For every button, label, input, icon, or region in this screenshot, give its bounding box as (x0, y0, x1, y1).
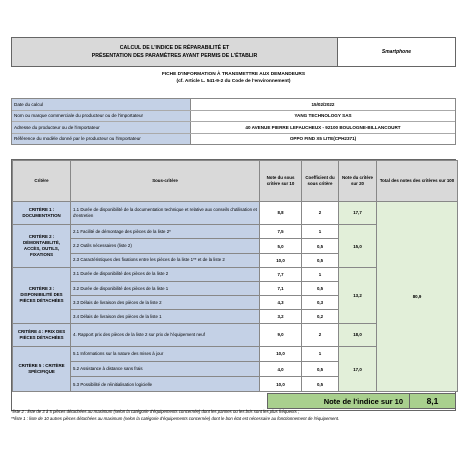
info-value: YANG TECHNOLOGY SAS (294, 113, 352, 119)
subcriterion-label: 1.1 Durée de disponibilité de la documentation technique et relative aux conseils d'utilisation et d'entretien (71, 201, 260, 225)
subcriterion-note: 9,0 (260, 324, 302, 347)
footnote-liste2: *liste 2 : liste de 3 à 5 pièces détachées au maximum (selon la catégorie d'équipements concernée) dont les pannes ou les bris sont les plus fréquents ; (11, 409, 300, 414)
info-row (12, 111, 455, 123)
header-title (12, 38, 338, 66)
info-row (12, 122, 455, 134)
subcriterion-label: 4. Rapport prix des pièces de la liste 2 sur prix de l'équipement neuf (71, 324, 260, 347)
fiche-line1: FICHE D'INFORMATION À TRANSMETTRE AUX DEMANDEURS (161, 72, 306, 77)
info-label: Nom ou marque commerciale du producteur ou de l'importateur (12, 111, 191, 122)
subcriterion-label: 2.1 Facilité de démontage des pièces de la liste 2* (71, 225, 260, 239)
fiche-title (11, 71, 456, 85)
subcriterion-note: 4,0 (260, 361, 302, 376)
subcriterion-label: 5.2 Assistance à distance sans frais (71, 361, 260, 376)
criterion-note20: 17,0 (339, 346, 377, 392)
criteria-table (11, 159, 456, 411)
info-value: 40 AVENUE PIERRE LEFAUCHEUX - 92100 BOULOGNE-BILLANCOURT (245, 124, 401, 130)
subcriterion-coef: 0,5 (302, 361, 339, 376)
spacer-cell (71, 392, 260, 410)
criterion-name: CRITÈRE 4 : PRIX DES PIÈCES DÉTACHÉES (13, 324, 71, 347)
header-title-line1: CALCUL DE L'INDICE DE RÉPARABILITÉ ET (119, 45, 230, 51)
criterion-note20: 18,0 (339, 324, 377, 347)
subcriterion-coef: 0,5 (302, 377, 339, 392)
subcriterion-label: 2.2 Outils nécessaires (liste 2) (71, 239, 260, 253)
subcriterion-label: 3.4 Délais de livraison des pièces de la liste 1 (71, 310, 260, 324)
subcriterion-label: 3.3 Délais de livraison des pièces de la liste 2 (71, 295, 260, 309)
col-header-coef: Coefficient du sous critère (302, 161, 339, 202)
subcriterion-label: 3.2 Durée de disponibilité des pièces de la liste 1 (71, 281, 260, 295)
spacer-cell (13, 392, 71, 410)
footnotes (11, 409, 456, 422)
criterion-name: CRITÈRE 3 : DISPONIBILITÉ DES PIÈCES DÉTACHÉES (13, 267, 71, 323)
subcriterion-coef: 0,5 (302, 239, 339, 253)
header-box (11, 37, 456, 67)
subcriterion-coef: 0,5 (302, 281, 339, 295)
subcriterion-note: 4,3 (260, 295, 302, 309)
subcriterion-note: 10,0 (260, 377, 302, 392)
criterion-note20: 15,0 (339, 225, 377, 267)
info-row (12, 134, 455, 145)
info-label: Adresse du producteur ou de l'importateur (12, 122, 191, 133)
subcriterion-note: 10,0 (260, 346, 302, 361)
subcriterion-coef: 2 (302, 324, 339, 347)
subcriterion-note: 7,7 (260, 267, 302, 281)
subcriterion-note: 10,0 (260, 253, 302, 267)
total-score: 80,9 (377, 201, 458, 392)
info-table (11, 98, 456, 145)
subcriterion-coef: 0,5 (302, 253, 339, 267)
info-label: Date du calcul (12, 99, 191, 110)
subcriterion-label: 5.3 Possibilité de réinitialisation logicielle (71, 377, 260, 392)
criterion-note20: 17,7 (339, 201, 377, 225)
criterion-note20: 13,2 (339, 267, 377, 323)
criterion-name: CRITÈRE 5 : CRITÈRE SPÉCIFIQUE (13, 346, 71, 392)
subcriterion-note: 3,2 (260, 310, 302, 324)
final-score-label: Note de l'indice sur 10 (268, 394, 410, 408)
subcriterion-label: 3.1 Durée de disponibilité des pièces de la liste 2 (71, 267, 260, 281)
fiche-line2: (cf. Article L. 541-9-2 du Code de l'environnement) (176, 79, 291, 84)
subcriterion-label: 2.3 Caractéristiques des fixations entre les pièces de la liste 1** et de la liste 2 (71, 253, 260, 267)
footnote-liste1: **liste 1 : liste de 10 autres pièces détachées au maximum (selon la catégorie d'équipements concernée) dont le bon état est nécessaire au fonctionnement de l'équipement. (11, 415, 340, 421)
subcriterion-coef: 1 (302, 346, 339, 361)
category-label: Smartphone (381, 49, 412, 55)
col-header-sous-critere: Sous-critère (71, 161, 260, 202)
subcriterion-coef: 0,2 (302, 310, 339, 324)
subcriterion-note: 7,5 (260, 225, 302, 239)
subcriterion-coef: 2 (302, 201, 339, 225)
final-score-value: 8,1 (426, 396, 439, 406)
subcriterion-coef: 1 (302, 267, 339, 281)
col-header-note-sous: Note du sous critère sur 10 (260, 161, 302, 202)
subcriterion-note: 7,1 (260, 281, 302, 295)
col-header-critere: Critère (13, 161, 71, 202)
subcriterion-note: 8,8 (260, 201, 302, 225)
subcriterion-coef: 0,3 (302, 295, 339, 309)
subcriterion-label: 5.1 Informations sur la nature des mises à jour (71, 346, 260, 361)
info-value: 15/02/2022 (311, 101, 335, 107)
info-row (12, 99, 455, 111)
subcriterion-coef: 1 (302, 225, 339, 239)
header-title-line2: PRÉSENTATION DES PARAMÈTRES AYANT PERMIS DE L'ÉTABLIR (91, 53, 258, 59)
info-label: Référence du modèle donné par le producteur ou l'importateur (12, 134, 191, 145)
info-value: OPPO FIND X5 LITE(CPH2371) (289, 136, 357, 142)
criterion-name: CRITÈRE 1 : DOCUMENTATION (13, 201, 71, 225)
final-score-bar (267, 393, 456, 409)
col-header-total: Total des notes des critères sur 100 (377, 161, 458, 202)
col-header-note20: Note du critère sur 20 (339, 161, 377, 202)
subcriterion-note: 5,0 (260, 239, 302, 253)
criterion-name: CRITÈRE 2 : DÉMONTABILITÉ, ACCÈS, OUTILS, FIXATIONS (13, 225, 71, 267)
